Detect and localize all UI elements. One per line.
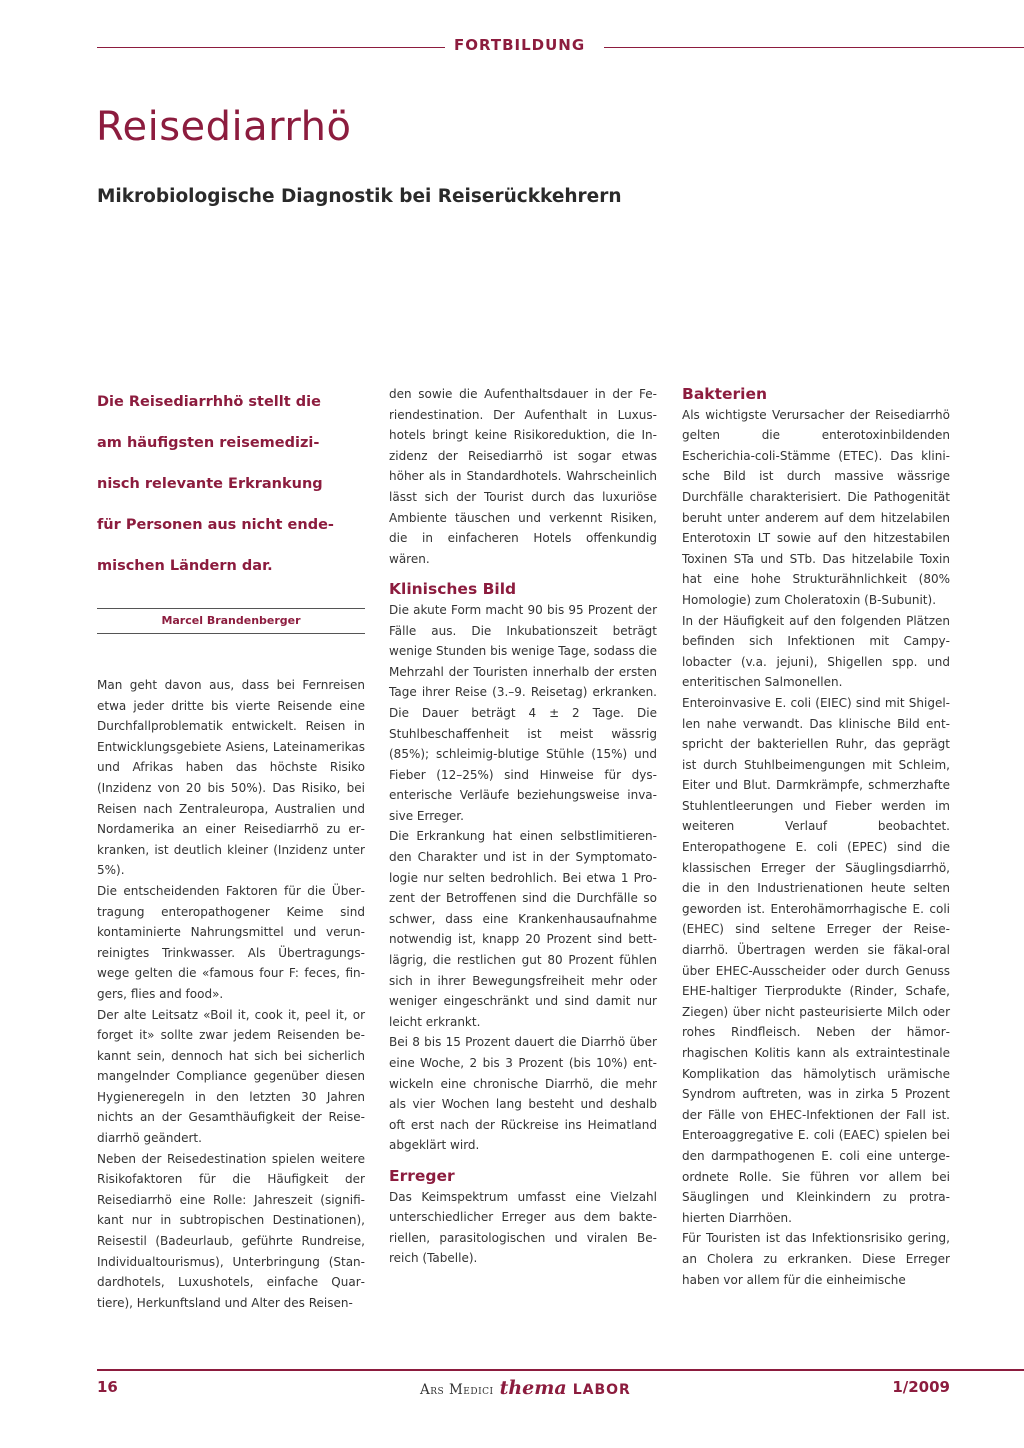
paragraph: Enteroinvasive E. coli (EIEC) sind mit Shigellen nahe verwandt. Das klinische Bild entspricht der bakteriellen Ruhr, das geprägt ist durch Stuhlbeimengungen mit Schleim, Eiter und Blut. Darmkrämpfe, schmerzhafte Stuhlentleerungen und Fieber werden im weiteren Verlauf beobachtet. Enteropathogene E. coli (EPEC) sind die klassischen Erreger der Säuglingsdiarrhö, die in den Industrienationen heute selten geworden ist. Enterohämorrhagische E. coli (EHEC) sind seltene Erreger der Reisediarrhö. Übertragen werden sie fäkal-oral über EHEC-Ausscheider oder durch Genuss EHE-haltiger Tierprodukte (Rinder, Schafe, Ziegen) über nicht pasteurisierte Milch oder rohes Rindfleisch. Neben der hämorrhagischen Kolitis kann als extraintestinale Komplikation das hämolytisch urämische Syndrom auftreten, was in zirka 5 Prozent der Fälle von EHEC-Infektionen der Fall ist. Enteroaggregative E. coli (EAEC) spielen bei den darmpathogenen E. coli eine untergeordnete Rolle. Sie führen vor allem bei Säuglingen und Kleinkindern zu protrahierten Diarrhöen.: [682, 695, 950, 1225]
paragraph: Die Erkrankung hat einen selbstlimitierenden Charakter und ist in der Symptomatologie nur selten bedrohlich. Bei etwa 1 Prozent der Betroffenen sind die Durchfälle so schwer, dass eine Krankenhausaufnahme notwendig ist, knapp 20 Prozent sind bettlägrig, die restlichen gut 80 Prozent fühlen sich in ihrer Bewegungsfreiheit mehr oder weniger eingeschränkt und sind damit nur leicht erkrankt.: [389, 829, 657, 1029]
article-subtitle: Mikrobiologische Diagnostik bei Reiserückkehrern: [97, 186, 622, 207]
paragraph: Bei 8 bis 15 Prozent dauert die Diarrhö über eine Woche, 2 bis 3 Prozent (bis 10%) entwickeln eine chronische Diarrhö, die mehr als vier Wochen lang besteht und deshalb oft erst nach der Rückreise ins Heimatland abgeklärt wird.: [389, 1035, 657, 1153]
text-column-2: [389, 384, 657, 1269]
journal-name: Ars Medici: [420, 1382, 494, 1398]
author-rule-top: [97, 608, 365, 609]
lead-line: am häufigsten reisemedizi-: [97, 435, 320, 451]
paragraph: Als wichtigste Verursacher der Reisediarrhö gelten die enterotoxinbildenden Escherichia-coli-Stämme (ETEC). Das klinische Bild ist durch massive wässrige Durchfälle charakterisiert. Die Pathogenität beruht unter anderem auf dem hitzelabilen Enterotoxin LT sowie auf den hitzestabilen Toxinen STa und STb. Das hitzelabile Toxin hat eine hohe Strukturähnlichkeit (80% Homologie) zum Choleratoxin (B-Subunit).: [682, 407, 950, 607]
paragraph: Neben der Reisedestination spielen weitere Risikofaktoren für die Häufigkeit der Reisediarrhö eine Rolle: Jahreszeit (signifikant nur in subtropischen Destinationen), Reisestil (Badeurlaub, geführte Rundreise, Individualtourismus), Unterbringung (Standardhotels, Luxushotels, einfache Quartiere), Herkunftsland und Alter des Reisen-: [97, 1151, 365, 1310]
section-label: FORTBILDUNG: [454, 36, 586, 54]
heading-klinisches-bild: Klinisches Bild: [389, 580, 517, 599]
header-rule-right: [604, 47, 1024, 48]
lead-line: Die Reisediarrhhö stellt die: [97, 394, 321, 410]
paragraph: In der Häufigkeit auf den folgenden Plätzen befinden sich Infektionen mit Campylobacter (v.a. jejuni), Shigellen spp. und enteritischen Salmonellen.: [682, 613, 950, 690]
paragraph: Für Touristen ist das Infektionsrisiko gering, an Cholera zu erkranken. Diese Erreger haben vor allem für die einheimische: [682, 1231, 950, 1287]
lead-line: nisch relevante Erkrankung: [97, 476, 323, 492]
footer-rule: [97, 1369, 1024, 1371]
heading-erreger: Erreger: [389, 1166, 455, 1185]
lead-text: [97, 382, 367, 587]
journal-logo: [420, 1377, 631, 1399]
journal-thema: thema: [499, 1377, 567, 1399]
journal-section: LABOR: [572, 1382, 631, 1398]
paragraph: Der alte Leitsatz «Boil it, cook it, peel it, or forget it» sollte zwar jedem Reisenden bekannt sein, dennoch hat sich bei sicherlich mangelnder Compliance gegenüber diesen Hygieneregeln in den letzten 30 Jahren nichts an der Gesamthäufigkeit der Reisediarrhö geändert.: [97, 1007, 365, 1146]
author-rule-bottom: [97, 633, 365, 634]
paragraph: Das Keimspektrum umfasst eine Vielzahl unterschiedlicher Erreger aus dem bakteriellen, parasitologischen und viralen Bereich (Tabelle).: [389, 1189, 657, 1266]
paragraph: Man geht davon aus, dass bei Fernreisen etwa jeder dritte bis vierte Reisende eine Durchfallproblematik entwickelt. Reisen in Entwicklungsgebiete Asiens, Lateinamerikas und Afrikas haben das höchste Risiko (Inzidenz von 20 bis 50%). Das Risiko, bei Reisen nach Zentraleuropa, Australien und Nordamerika an einer Reisediarrhö zu erkranken, ist deutlich kleiner (Inzidenz unter 5%).: [97, 678, 365, 878]
lead-line: für Personen aus nicht ende-: [97, 517, 334, 533]
paragraph: Die entscheidenden Faktoren für die Übertragung enteropathogener Keime sind kontaminierte Nahrungsmittel und verunreinigtes Trinkwasser. Als Übertragungswege gelten die «famous four F: feces, fingers, flies and food».: [97, 883, 365, 1001]
paragraph: Die akute Form macht 90 bis 95 Prozent der Fälle aus. Die Inkubationszeit beträgt wenige Stunden bis wenige Tage, sodass die Mehrzahl der Touristen innerhalb der ersten Tage ihrer Reise (3.–9. Reisetag) erkranken. Die Dauer beträgt 4 ± 2 Tage. Die Stuhlbeschaffenheit ist meist wässrig (85%); schleimig-blutige Stühle (15%) und Fieber (12–25%) sind Hinweise für dysenterische Verläufe beziehungsweise invasive Erreger.: [389, 602, 657, 823]
text-column-3: [682, 384, 950, 1290]
author-name: Marcel Brandenberger: [161, 614, 301, 627]
issue-number: 1/2009: [892, 1378, 950, 1396]
paragraph: den sowie die Aufenthaltsdauer in der Feriendestination. Der Aufenthalt in Luxushotels bringt keine Risikoreduktion, die Inzidenz der Reisediarrhö ist sogar etwas höher als in Standardhotels. Wahrscheinlich lässt sich der Tourist durch das luxuriöse Ambiente täuschen und verkennt Risiken, die in einfacheren Hotels offenkundig wären.: [389, 387, 657, 566]
header-rule-left: [97, 47, 445, 48]
article-title: Reisediarrhö: [96, 104, 352, 150]
heading-bakterien: Bakterien: [682, 385, 768, 403]
page-number: 16: [97, 1378, 118, 1396]
text-column-1: [97, 675, 365, 1313]
lead-line: mischen Ländern dar.: [97, 558, 273, 574]
